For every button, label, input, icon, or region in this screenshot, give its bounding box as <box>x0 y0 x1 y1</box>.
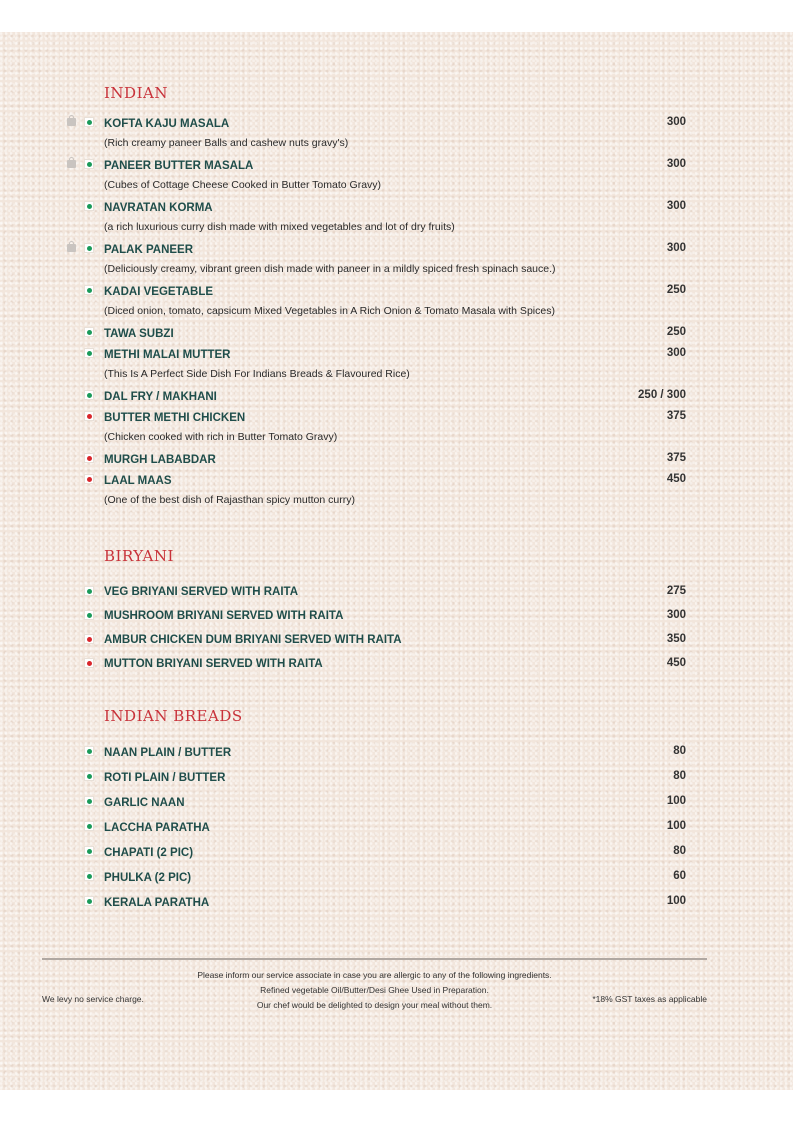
item-price: 450 <box>666 657 686 669</box>
menu-section <box>104 705 686 914</box>
nonveg-indicator-icon <box>84 474 94 484</box>
item-price: 300 <box>666 158 686 170</box>
menu-item <box>104 889 686 914</box>
veg-indicator-icon <box>84 610 94 620</box>
service-charge-note: We levy no service charge. <box>42 994 144 1004</box>
item-price: 300 <box>666 116 686 128</box>
veg-indicator-icon <box>84 201 94 211</box>
veg-indicator-icon <box>84 390 94 400</box>
nonveg-indicator-icon <box>84 453 94 463</box>
menu-item <box>104 238 686 259</box>
item-name: PANEER BUTTER MASALA <box>104 160 254 172</box>
section-title: INDIAN <box>104 84 168 102</box>
veg-indicator-icon <box>84 796 94 806</box>
veg-indicator-icon <box>84 243 94 253</box>
nonveg-indicator-icon <box>84 411 94 421</box>
menu-item <box>104 864 686 889</box>
item-price: 375 <box>666 452 686 464</box>
item-description: (Rich creamy paneer Balls and cashew nuts gravy's) <box>104 137 349 149</box>
item-description: (One of the best dish of Rajasthan spicy mutton curry) <box>104 494 355 506</box>
item-name: MUSHROOM BRIYANI SERVED WITH RAITA <box>104 610 344 622</box>
item-name: CHAPATI (2 PIC) <box>104 847 194 859</box>
item-price: 60 <box>673 870 686 882</box>
item-price: 100 <box>666 895 686 907</box>
veg-indicator-icon <box>84 117 94 127</box>
menu-item <box>104 789 686 814</box>
menu-item <box>104 651 686 675</box>
item-description: (Chicken cooked with rich in Butter Tomato Gravy) <box>104 431 338 443</box>
item-price: 350 <box>666 633 686 645</box>
footer <box>42 958 707 1013</box>
menu-item <box>104 627 686 651</box>
item-description: (This Is A Perfect Side Dish For Indians Breads & Flavoured Rice) <box>104 368 410 380</box>
item-price: 450 <box>666 473 686 485</box>
item-price: 250 / 300 <box>638 389 686 401</box>
menu-item <box>104 406 686 427</box>
item-description: (Diced onion, tomato, capsicum Mixed Vegetables in A Rich Onion & Tomato Masala with Spices) <box>104 305 555 317</box>
item-name: KERALA PARATHA <box>104 897 210 909</box>
item-price: 300 <box>666 200 686 212</box>
item-name: BUTTER METHI CHICKEN <box>104 412 246 424</box>
veg-indicator-icon <box>84 821 94 831</box>
item-price: 80 <box>673 770 686 782</box>
item-name: PHULKA (2 PIC) <box>104 872 192 884</box>
menu-item <box>104 322 686 343</box>
item-price: 300 <box>666 347 686 359</box>
menu-item <box>104 385 686 406</box>
item-description: (Cubes of Cottage Cheese Cooked in Butter Tomato Gravy) <box>104 179 382 191</box>
veg-indicator-icon <box>84 871 94 881</box>
veg-indicator-icon <box>84 586 94 596</box>
allergy-note <box>42 968 707 1013</box>
item-price: 80 <box>673 745 686 757</box>
menu-item <box>104 280 686 301</box>
item-name: KADAI VEGETABLE <box>104 286 214 298</box>
item-name: NAVRATAN KORMA <box>104 202 213 214</box>
gst-note: *18% GST taxes as applicable <box>592 994 707 1004</box>
menu-section <box>104 82 686 511</box>
item-description: (a rich luxurious curry dish made with mixed vegetables and lot of dry fruits) <box>104 221 455 233</box>
menu-item <box>104 154 686 175</box>
item-description: (Deliciously creamy, vibrant green dish made with paneer in a mildly spiced fresh spinach sauce.) <box>104 263 556 275</box>
veg-indicator-icon <box>84 846 94 856</box>
item-name: VEG BRIYANI SERVED WITH RAITA <box>104 586 299 598</box>
item-name: TAWA SUBZI <box>104 328 174 340</box>
item-name: GARLIC NAAN <box>104 797 185 809</box>
lock-icon <box>67 244 76 252</box>
item-name: LAAL MAAS <box>104 475 172 487</box>
item-name: METHI MALAI MUTTER <box>104 349 231 361</box>
item-name: NAAN PLAIN / BUTTER <box>104 747 232 759</box>
menu-item <box>104 814 686 839</box>
item-name: KOFTA KAJU MASALA <box>104 118 230 130</box>
menu-item <box>104 112 686 133</box>
veg-indicator-icon <box>84 159 94 169</box>
item-price: 300 <box>666 609 686 621</box>
item-price: 100 <box>666 795 686 807</box>
menu-item <box>104 343 686 364</box>
menu-content <box>0 82 793 914</box>
allergy-line: Please inform our service associate in case you are allergic to any of the following ingredients. <box>197 970 552 980</box>
lock-icon <box>67 160 76 168</box>
menu-item <box>104 579 686 603</box>
veg-indicator-icon <box>84 771 94 781</box>
menu-item <box>104 739 686 764</box>
veg-indicator-icon <box>84 327 94 337</box>
lock-icon <box>67 118 76 126</box>
nonveg-indicator-icon <box>84 634 94 644</box>
item-price: 100 <box>666 820 686 832</box>
item-price: 300 <box>666 242 686 254</box>
veg-indicator-icon <box>84 896 94 906</box>
veg-indicator-icon <box>84 746 94 756</box>
item-name: DAL FRY / MAKHANI <box>104 391 217 403</box>
allergy-line: Refined vegetable Oil/Butter/Desi Ghee Used in Preparation. <box>260 985 489 995</box>
veg-indicator-icon <box>84 348 94 358</box>
item-name: ROTI PLAIN / BUTTER <box>104 772 226 784</box>
section-title: BIRYANI <box>104 547 174 565</box>
veg-indicator-icon <box>84 285 94 295</box>
item-price: 250 <box>666 326 686 338</box>
menu-item <box>104 469 686 490</box>
item-price: 250 <box>666 284 686 296</box>
item-name: PALAK PANEER <box>104 244 194 256</box>
menu-item <box>104 196 686 217</box>
item-name: MURGH LABABDAR <box>104 454 216 466</box>
item-price: 375 <box>666 410 686 422</box>
menu-item <box>104 839 686 864</box>
item-name: MUTTON BRIYANI SERVED WITH RAITA <box>104 658 323 670</box>
allergy-line: Our chef would be delighted to design your meal without them. <box>256 1000 493 1010</box>
menu-item <box>104 448 686 469</box>
item-name: AMBUR CHICKEN DUM BRIYANI SERVED WITH RAITA <box>104 634 402 646</box>
menu-item <box>104 603 686 627</box>
section-title: INDIAN BREADS <box>104 707 243 725</box>
item-price: 80 <box>673 845 686 857</box>
nonveg-indicator-icon <box>84 658 94 668</box>
item-name: LACCHA PARATHA <box>104 822 210 834</box>
menu-item <box>104 764 686 789</box>
menu-section <box>104 545 686 675</box>
item-price: 275 <box>666 585 686 597</box>
